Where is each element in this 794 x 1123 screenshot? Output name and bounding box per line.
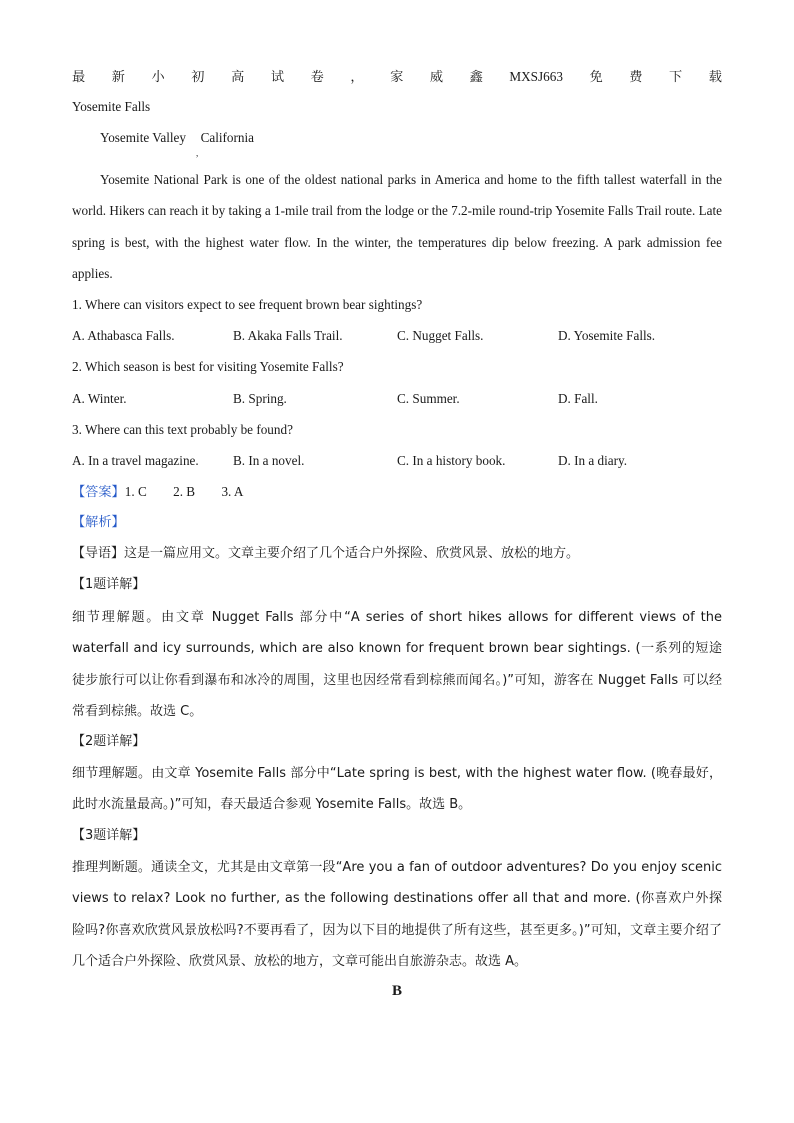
detail-3-label: 【3题详解】 xyxy=(72,828,146,843)
header-char: 鑫 xyxy=(469,69,483,84)
question-1-option-b: B. Akaka Falls Trail. xyxy=(233,328,343,343)
header-char: 新 xyxy=(111,69,125,84)
answer-line xyxy=(72,483,722,502)
detail-1-text: 细节理解题。由文章 Nugget Falls 部分中“A series of short hikes allows for different views of the waterfall and icy surrounds, which are also known for frequent brown bear sightings. (一系列的短途徒步旅行可以让你看到瀑布和冰冷的周围，这里也因经常看到棕熊而闻名。)”可知，游客在 Nugget Falls 可以经常看到棕熊。故选 C。 xyxy=(72,610,722,720)
guide-line xyxy=(72,545,722,563)
header-char: 卷 xyxy=(310,69,324,84)
question-2-stem: 2. Which season is best for visiting Yosemite Falls? xyxy=(72,359,344,374)
question-3-option-b: B. In a novel. xyxy=(233,453,305,468)
location-separator: , xyxy=(196,148,199,158)
header-char: 试 xyxy=(270,69,285,84)
header-char: 家 xyxy=(390,69,404,84)
answer-values: 1. C 2. B 3. A xyxy=(124,484,244,499)
header-char: 小 xyxy=(151,69,165,84)
header-char: 载 xyxy=(708,69,722,84)
question-3-stem: 3. Where can this text probably be found? xyxy=(72,422,293,437)
analysis-label: 【解析】 xyxy=(72,515,125,530)
section-letter: B xyxy=(391,983,402,999)
header-char: 初 xyxy=(191,69,205,84)
question-3-option-a: A. In a travel magazine. xyxy=(72,453,199,468)
question-2-option-a: A. Winter. xyxy=(72,391,127,406)
question-2-option-c: C. Summer. xyxy=(397,391,460,406)
header-char: 免 xyxy=(589,69,603,84)
detail-3-text: 推理判断题。通读全文，尤其是由文章第一段“Are you a fan of outdoor adventures? Do you enjoy scenic views to relax? Look no further, as the following destinations offer all that and more. (你喜欢户外探险吗?你喜欢欣赏风景放松吗?不要再看了，因为以下目的地提供了所有这些，甚至更多。)”可知，文章主要介绍了几个适合户外探险、欣赏风景、放松的地方，文章可能出自旅游杂志。故选 A。 xyxy=(72,860,722,970)
question-1-option-d: D. Yosemite Falls. xyxy=(558,328,656,343)
question-2-option-b: B. Spring. xyxy=(233,391,287,406)
passage-location xyxy=(100,129,722,147)
header-char: 高 xyxy=(231,69,245,84)
header-char: 下 xyxy=(669,69,683,84)
guide-label: 【导语】 xyxy=(72,546,125,561)
header-code: MXSJ663 xyxy=(509,69,563,84)
header-char: 费 xyxy=(629,69,643,84)
location-state: California xyxy=(200,130,255,145)
detail-2-label: 【2题详解】 xyxy=(72,734,146,749)
detail-1-label: 【1题详解】 xyxy=(72,577,146,592)
detail-2-text: 细节理解题。由文章 Yosemite Falls 部分中“Late spring is best, with the highest water flow. (晚春最好，此时水流量最高。)”可知，春天最适合参观 Yosemite Falls。故选 B。 xyxy=(72,766,722,813)
question-1-option-a: A. Athabasca Falls. xyxy=(72,328,175,343)
header-char: ， xyxy=(350,69,364,84)
header-char: 威 xyxy=(429,69,444,84)
answer-label: 【答案】 xyxy=(72,485,125,500)
question-3-option-d: D. In a diary. xyxy=(558,453,628,468)
passage-body: Yosemite National Park is one of the oldest national parks in America and home to the fifth tallest waterfall in the world. Hikers can reach it by taking a 1-mile trail from the lodge or the 7.2-mile round-trip Yosemite Falls Trail route. Late spring is best, with the highest water flow. In the winter, the temperatures dip below freezing. A park admission fee applies. xyxy=(72,172,722,282)
passage-title: Yosemite Falls xyxy=(72,99,151,114)
header-char: 最 xyxy=(72,69,86,84)
question-2-option-d: D. Fall. xyxy=(558,391,598,406)
question-1-stem: 1. Where can visitors expect to see frequent brown bear sightings? xyxy=(72,297,423,312)
page-header xyxy=(72,68,722,86)
guide-text: 这是一篇应用文。文章主要介绍了几个适合户外探险、欣赏风景、放松的地方。 xyxy=(124,546,580,561)
question-1-option-c: C. Nugget Falls. xyxy=(397,328,484,343)
question-3-option-c: C. In a history book. xyxy=(397,453,506,468)
location-place: Yosemite Valley xyxy=(100,130,186,145)
